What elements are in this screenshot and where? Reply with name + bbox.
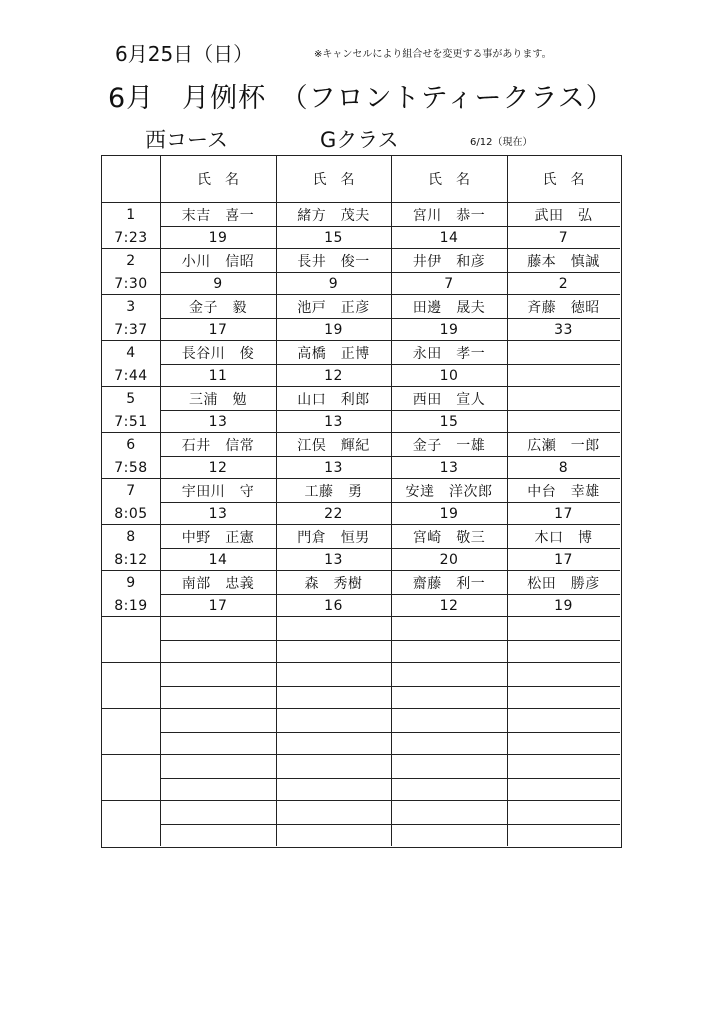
player-name (160, 801, 276, 824)
row-divider (160, 778, 620, 779)
player-name (507, 341, 620, 364)
group-number (102, 801, 160, 824)
player-handicap (391, 824, 507, 847)
row-divider (160, 686, 620, 687)
player-handicap: 19 (554, 597, 573, 614)
player-handicap (160, 686, 276, 709)
tee-time: 7:37 (114, 321, 148, 338)
player-name (507, 387, 620, 410)
player-handicap (391, 640, 507, 663)
player-handicap (507, 364, 620, 387)
player-handicap (276, 824, 391, 847)
player-name (391, 709, 507, 732)
cancellation-note: ※キャンセルにより組合せを変更する事があります。 (314, 49, 552, 60)
tee-time (102, 732, 160, 755)
tee-time (102, 778, 160, 801)
row-divider (160, 226, 620, 227)
player-name: 田邊 晟夫 (412, 299, 486, 316)
player-handicap: 11 (208, 367, 228, 384)
player-name: 藤本 慎誠 (527, 253, 600, 270)
player-name (160, 755, 276, 778)
player-handicap (507, 640, 620, 663)
player-handicap: 7 (558, 229, 569, 246)
player-handicap: 9 (213, 275, 223, 292)
player-name: 高橋 正博 (297, 345, 370, 362)
group-number: 8 (126, 528, 136, 545)
player-name (507, 663, 620, 686)
tee-time: 7:51 (114, 413, 148, 430)
player-handicap (507, 410, 620, 433)
player-name: 森 秀樹 (304, 575, 363, 592)
player-handicap (507, 686, 620, 709)
player-handicap (276, 778, 391, 801)
tee-time: 7:30 (114, 275, 148, 292)
player-name: 三浦 勉 (189, 391, 247, 408)
player-name: 木口 博 (534, 529, 593, 546)
player-name (276, 801, 391, 824)
player-name (276, 663, 391, 686)
column-header-name: 氏 名 (197, 172, 239, 188)
player-name: 長谷川 俊 (181, 345, 255, 362)
player-name: 齋藤 利一 (412, 575, 486, 592)
player-name (507, 801, 620, 824)
tee-time: 8:19 (114, 597, 148, 614)
player-handicap (160, 778, 276, 801)
group-number: 9 (126, 574, 136, 591)
player-handicap (276, 686, 391, 709)
player-name (160, 617, 276, 640)
group-number: 1 (126, 206, 136, 223)
player-handicap: 17 (554, 505, 573, 522)
player-name: 金子 毅 (189, 299, 247, 316)
player-handicap: 19 (439, 505, 459, 522)
group-number: 6 (126, 436, 136, 453)
player-handicap (391, 686, 507, 709)
as-of-date: 6/12（現在） (470, 137, 533, 148)
player-handicap (160, 824, 276, 847)
player-name (507, 709, 620, 732)
player-name (276, 709, 391, 732)
row-divider (160, 272, 620, 273)
player-name: 緒方 茂夫 (297, 207, 370, 224)
player-handicap: 12 (324, 367, 343, 384)
player-handicap (160, 640, 276, 663)
player-name: 山口 利郎 (297, 391, 370, 408)
column-header-name: 氏 名 (428, 172, 470, 188)
player-handicap: 7 (444, 275, 454, 292)
tee-time (102, 640, 160, 663)
class-name: Gクラス (320, 128, 399, 152)
row-divider (160, 640, 620, 641)
player-name: 斉藤 徳昭 (527, 299, 600, 316)
player-name (391, 663, 507, 686)
player-name: 江俣 輝紀 (297, 437, 370, 454)
player-handicap: 33 (554, 321, 573, 338)
player-name (160, 663, 276, 686)
player-name (276, 755, 391, 778)
group-number: 3 (126, 298, 136, 315)
player-handicap: 12 (208, 459, 228, 476)
page-title: 6月 月例杯 （フロントティークラス） (108, 83, 614, 114)
group-number: 7 (126, 482, 136, 499)
player-name: 武田 弘 (534, 207, 593, 224)
player-handicap: 9 (328, 275, 339, 292)
player-handicap: 12 (439, 597, 459, 614)
player-name: 門倉 恒男 (297, 529, 370, 546)
player-handicap (276, 640, 391, 663)
player-handicap: 15 (439, 413, 459, 430)
player-handicap: 14 (439, 229, 459, 246)
group-number (102, 617, 160, 640)
row-divider (160, 456, 620, 457)
player-handicap (507, 732, 620, 755)
tee-time (102, 824, 160, 847)
course-name: 西コース (145, 128, 228, 152)
player-name: 金子 一雄 (412, 437, 486, 454)
player-handicap: 13 (439, 459, 459, 476)
player-handicap: 13 (324, 459, 343, 476)
group-number (102, 663, 160, 686)
player-name: 宇田川 守 (181, 483, 255, 500)
player-name: 末吉 喜一 (181, 207, 255, 224)
player-name: 長井 俊一 (297, 253, 370, 270)
tee-time: 7:44 (114, 367, 148, 384)
player-handicap: 10 (439, 367, 459, 384)
player-handicap: 17 (208, 597, 228, 614)
row-divider (160, 364, 620, 365)
player-name: 中野 正憲 (181, 529, 255, 546)
player-handicap (507, 824, 620, 847)
tee-time (102, 686, 160, 709)
player-name (507, 617, 620, 640)
player-handicap: 16 (324, 597, 343, 614)
row-divider (160, 824, 620, 825)
player-name (391, 617, 507, 640)
player-handicap (507, 778, 620, 801)
group-number: 5 (126, 390, 136, 407)
row-divider (160, 594, 620, 595)
player-handicap: 19 (208, 229, 228, 246)
player-name: 小川 信昭 (181, 253, 255, 270)
row-divider (160, 732, 620, 733)
player-handicap: 17 (208, 321, 228, 338)
player-name: 西田 宣人 (412, 391, 486, 408)
player-name: 工藤 勇 (304, 483, 363, 500)
player-handicap: 20 (439, 551, 459, 568)
column-header-name: 氏 名 (312, 172, 355, 188)
player-name: 宮川 恭一 (412, 207, 486, 224)
player-name: 井伊 和彦 (412, 253, 486, 270)
group-number (102, 755, 160, 778)
player-handicap: 13 (324, 551, 343, 568)
pairing-table (101, 155, 622, 848)
player-handicap: 13 (208, 505, 228, 522)
player-name (391, 801, 507, 824)
player-name: 広瀬 一郎 (527, 437, 600, 454)
player-name: 永田 孝一 (412, 345, 486, 362)
tee-time: 7:58 (114, 459, 148, 476)
player-name: 石井 信常 (181, 437, 255, 454)
player-handicap (391, 732, 507, 755)
event-date: 6月25日（日） (115, 42, 254, 66)
row-divider (160, 318, 620, 319)
player-handicap: 17 (554, 551, 573, 568)
player-name: 宮崎 敬三 (412, 529, 486, 546)
tee-time: 8:12 (114, 551, 148, 568)
player-handicap (391, 778, 507, 801)
row-divider (160, 502, 620, 503)
row-divider (160, 548, 620, 549)
player-name: 中台 幸雄 (527, 483, 600, 500)
player-name: 南部 忠義 (181, 575, 255, 592)
player-handicap: 15 (324, 229, 343, 246)
player-handicap: 2 (558, 275, 569, 292)
group-number (102, 709, 160, 732)
player-name (160, 709, 276, 732)
player-handicap: 19 (439, 321, 459, 338)
player-name (507, 755, 620, 778)
player-handicap: 8 (558, 459, 569, 476)
row-divider (160, 410, 620, 411)
group-number: 4 (126, 344, 136, 361)
player-handicap: 13 (324, 413, 343, 430)
tee-time: 7:23 (114, 229, 148, 246)
player-handicap: 14 (208, 551, 228, 568)
player-name (276, 617, 391, 640)
player-name: 安達 洋次郎 (405, 483, 493, 500)
player-name (391, 755, 507, 778)
player-name: 松田 勝彦 (527, 575, 600, 592)
column-header-name: 氏 名 (542, 172, 585, 188)
player-handicap: 22 (324, 505, 343, 522)
player-name: 池戸 正彦 (297, 299, 370, 316)
player-handicap (276, 732, 391, 755)
group-number: 2 (126, 252, 136, 269)
player-handicap: 13 (208, 413, 228, 430)
player-handicap: 19 (324, 321, 343, 338)
tee-time: 8:05 (114, 505, 148, 522)
player-handicap (160, 732, 276, 755)
